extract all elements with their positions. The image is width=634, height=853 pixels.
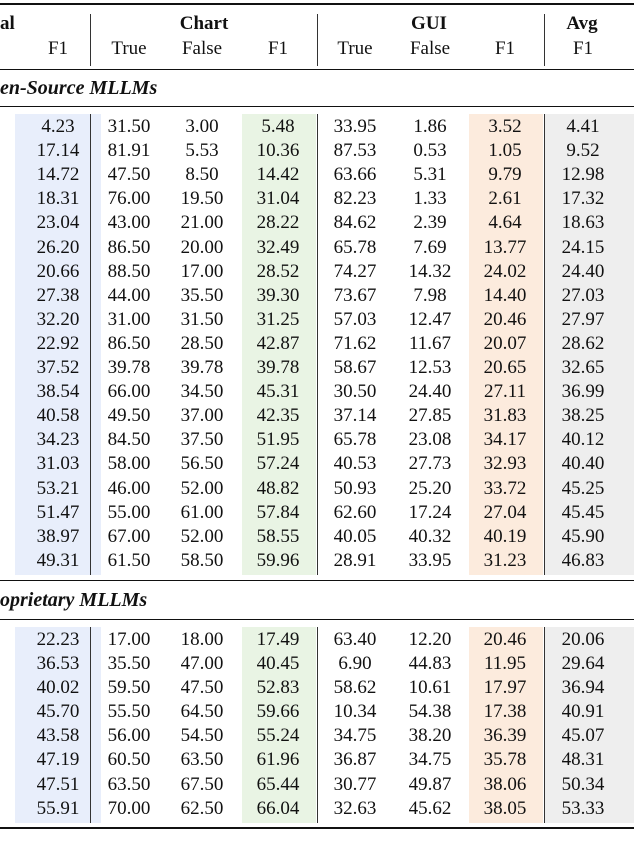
table-cell: 58.55 [256,525,300,547]
table-cell: 28.50 [180,332,224,354]
table-cell: 10.34 [333,701,377,723]
table-cell: 14.42 [256,164,300,186]
table-cell: 57.24 [256,453,300,475]
table-cell: 7.69 [413,236,447,258]
table-cell: 35.50 [180,284,224,306]
table-cell: 63.50 [180,749,224,771]
table-cell: 31.50 [180,308,224,330]
table-cell: 67.50 [180,773,224,795]
table-cell: 34.75 [408,749,452,771]
table-cell: 12.53 [408,357,452,378]
table-cell: 32.63 [333,797,377,819]
table-cell: 17.38 [483,701,527,723]
table-cell: 18.63 [561,212,605,234]
table-cell: 44.00 [107,284,151,306]
table-cell: 61.00 [180,501,224,523]
section-rule-1 [0,619,634,620]
table-cell: 20.46 [483,628,527,650]
table-cell: 40.05 [333,525,377,547]
table-cell: 40.91 [561,701,605,723]
table-cell: 11.67 [408,332,452,354]
table-cell: 84.50 [107,429,151,451]
table-cell: 81.91 [107,140,151,162]
table-cell: 4.23 [41,116,75,137]
table-cell: 84.62 [333,212,377,234]
table-cell: 66.00 [107,381,151,403]
table-cell: 39.78 [107,357,151,378]
table-cell: 2.39 [413,212,447,234]
table-cell: 55.50 [107,701,151,723]
table-cell: 73.67 [333,284,377,306]
table-cell: 30.50 [333,381,377,403]
table-cell: 17.00 [180,260,224,282]
table-cell: 38.25 [561,405,605,427]
table-cell: 52.83 [256,677,300,699]
table-cell: 5.53 [185,140,219,162]
table-cell: 56.00 [107,725,151,747]
table-cell: 23.04 [36,212,80,234]
table-cell: 18.31 [36,188,80,210]
table-cell: 27.73 [408,453,452,475]
table-cell: 10.36 [256,140,300,162]
table-cell: 48.31 [561,749,605,771]
table-cell: 47.00 [180,653,224,674]
table-cell: 39.78 [256,357,300,378]
table-cell: 47.50 [107,164,151,186]
table-cell: 45.70 [36,701,80,723]
table-cell: 49.87 [408,773,452,795]
table-cell: 12.20 [408,628,452,650]
table-cell: 53.21 [36,477,80,499]
table-cell: 12.47 [408,308,452,330]
table-cell: 40.53 [333,453,377,475]
table-cell: 19.50 [180,188,224,210]
table-cell: 12.98 [561,164,605,186]
table-cell: 36.39 [483,725,527,747]
table-cell: 45.45 [561,501,605,523]
table-cell: 3.52 [488,116,522,137]
table-cell: 54.50 [180,725,224,747]
header-column-3: F1 [267,38,289,59]
table-cell: 27.04 [483,501,527,523]
header-column-2: False [181,38,223,59]
table-cell: 40.32 [408,525,452,547]
table-cell: 36.99 [561,381,605,403]
table-cell: 50.93 [333,477,377,499]
table-cell: 17.00 [107,628,151,650]
table-cell: 28.52 [256,260,300,282]
table-cell: 61.96 [256,749,300,771]
table-cell: 27.38 [36,284,80,306]
table-cell: 31.25 [256,308,300,330]
header-column-7: F1 [572,38,594,59]
table-cell: 36.87 [333,749,377,771]
table-cell: 50.34 [561,773,605,795]
table-cell: 27.85 [408,405,452,427]
section-rule-0 [0,106,634,107]
top-rule [0,3,634,5]
table-cell: 33.95 [333,116,377,137]
table-cell: 45.62 [408,797,452,819]
table-cell: 65.78 [333,236,377,258]
table-cell: 5.48 [261,116,295,137]
table-cell: 31.23 [483,549,527,571]
table-cell: 40.12 [561,429,605,451]
table-cell: 32.65 [561,357,605,378]
table-cell: 59.50 [107,677,151,699]
table-cell: 24.02 [483,260,527,282]
table-cell: 39.30 [256,284,300,306]
table-cell: 27.11 [483,381,527,403]
table-cell: 21.00 [180,212,224,234]
table-cell: 40.02 [36,677,80,699]
table-cell: 40.58 [36,405,80,427]
table-cell: 31.04 [256,188,300,210]
table-cell: 61.50 [107,549,151,571]
table-cell: 17.14 [36,140,80,162]
table-cell: 23.08 [408,429,452,451]
table-cell: 51.47 [36,501,80,523]
section-title-proprietary: oprietary MLLMs [0,588,148,611]
table-cell: 43.58 [36,725,80,747]
table-cell: 45.31 [256,381,300,403]
bottom-rule [0,827,634,829]
table-cell: 49.31 [36,549,80,571]
table-cell: 9.52 [566,140,600,162]
table-cell: 1.05 [488,140,522,162]
table-cell: 25.20 [408,477,452,499]
table-cell: 29.64 [561,653,605,674]
table-cell: 88.50 [107,260,151,282]
table-cell: 63.40 [333,628,377,650]
table-cell: 26.20 [36,236,80,258]
table-cell: 70.00 [107,797,151,819]
header-group-chart: Chart [179,13,229,34]
table-cell: 36.94 [561,677,605,699]
table-cell: 28.22 [256,212,300,234]
table-cell: 1.86 [413,116,447,137]
table-cell: 20.07 [483,332,527,354]
table-cell: 10.61 [408,677,452,699]
table-cell: 17.32 [561,188,605,210]
table-cell: 76.00 [107,188,151,210]
table-cell: 37.14 [333,405,377,427]
table-cell: 47.19 [36,749,80,771]
section-title-open-source: en-Source MLLMs [0,77,158,99]
table-cell: 64.50 [180,701,224,723]
table-cell: 47.51 [36,773,80,795]
header-column-5: False [409,38,451,59]
table-cell: 7.98 [413,284,447,306]
table-cell: 36.53 [36,653,80,674]
table-cell: 54.38 [408,701,452,723]
table-cell: 34.50 [180,381,224,403]
table-cell: 5.31 [413,164,447,186]
table-cell: 14.40 [483,284,527,306]
table-cell: 66.04 [256,797,300,819]
table-cell: 58.67 [333,357,377,378]
table-cell: 4.41 [566,116,600,137]
table-cell: 67.00 [107,525,151,547]
table-cell: 86.50 [107,236,151,258]
table-cell: 53.33 [561,797,605,819]
table-cell: 62.60 [333,501,377,523]
table-cell: 65.44 [256,773,300,795]
table-cell: 31.03 [36,453,80,475]
table-cell: 71.62 [333,332,377,354]
table-cell: 38.05 [483,797,527,819]
table-cell: 17.49 [256,628,300,650]
table-cell: 0.53 [413,140,447,162]
table-cell: 14.72 [36,164,80,186]
table-cell: 43.00 [107,212,151,234]
table-cell: 37.00 [180,405,224,427]
table-cell: 58.50 [180,549,224,571]
table-cell: 82.23 [333,188,377,210]
table-cell: 87.53 [333,140,377,162]
table-cell: 57.84 [256,501,300,523]
table-cell: 65.78 [333,429,377,451]
table-cell: 37.52 [36,357,80,378]
table-cell: 51.95 [256,429,300,451]
table-cell: 20.65 [483,357,527,378]
header-group-avg: Avg [566,13,598,34]
header-group-gui: GUI [411,13,447,34]
table-cell: 55.91 [36,797,80,819]
table-cell: 3.00 [185,116,219,137]
table-cell: 22.23 [36,628,80,650]
table-cell: 31.00 [107,308,151,330]
table-cell: 34.75 [333,725,377,747]
table-cell: 49.50 [107,405,151,427]
table-cell: 34.17 [483,429,527,451]
section-divider-1 [0,580,634,581]
table-cell: 46.00 [107,477,151,499]
header-group-general: al [0,13,15,34]
table-cell: 38.54 [36,381,80,403]
table-cell: 40.40 [561,453,605,475]
table-cell: 59.66 [256,701,300,723]
table-cell: 52.00 [180,477,224,499]
table-cell: 11.95 [483,653,527,674]
table-cell: 24.40 [561,260,605,282]
table-cell: 17.97 [483,677,527,699]
table-cell: 52.00 [180,525,224,547]
table-cell: 42.35 [256,405,300,427]
table-cell: 47.50 [180,677,224,699]
table-cell: 32.49 [256,236,300,258]
table-cell: 4.64 [488,212,522,234]
table-cell: 35.50 [107,653,151,674]
table-cell: 58.00 [107,453,151,475]
table-cell: 40.19 [483,525,527,547]
table-cell: 59.96 [256,549,300,571]
table-cell: 33.95 [408,549,452,571]
table-cell: 33.72 [483,477,527,499]
table-cell: 9.79 [488,164,522,186]
table-cell: 32.20 [36,308,80,330]
header-column-1: True [111,38,147,59]
table-cell: 38.97 [36,525,80,547]
table-cell: 35.78 [483,749,527,771]
table-cell: 45.07 [561,725,605,747]
table-cell: 20.66 [36,260,80,282]
table-cell: 20.00 [180,236,224,258]
table-cell: 27.03 [561,284,605,306]
table-cell: 63.66 [333,164,377,186]
table-cell: 24.15 [561,236,605,258]
table-cell: 22.92 [36,332,80,354]
table-cell: 31.50 [107,116,151,137]
table-cell: 45.90 [561,525,605,547]
table-cell: 27.97 [561,308,605,330]
table-cell: 55.24 [256,725,300,747]
table-cell: 45.25 [561,477,605,499]
table-cell: 28.91 [333,549,377,571]
table-cell: 38.06 [483,773,527,795]
table-cell: 57.03 [333,308,377,330]
table-cell: 20.46 [483,308,527,330]
table-cell: 44.83 [408,653,452,674]
table-cell: 38.20 [408,725,452,747]
table-cell: 31.83 [483,405,527,427]
table-cell: 42.87 [256,332,300,354]
table-cell: 55.00 [107,501,151,523]
table-cell: 14.32 [408,260,452,282]
table-cell: 37.50 [180,429,224,451]
table-cell: 34.23 [36,429,80,451]
table-cell: 56.50 [180,453,224,475]
table-cell: 17.24 [408,501,452,523]
table-cell: 32.93 [483,453,527,475]
table-cell: 63.50 [107,773,151,795]
table-cell: 46.83 [561,549,605,571]
table-cell: 24.40 [408,381,452,403]
table-cell: 18.00 [180,628,224,650]
table-cell: 74.27 [333,260,377,282]
table-cell: 39.78 [180,357,224,378]
table-cell: 60.50 [107,749,151,771]
table-cell: 2.61 [488,188,522,210]
table-cell: 8.50 [185,164,219,186]
header-column-0: F1 [47,38,69,59]
table-cell: 62.50 [180,797,224,819]
table-cell: 48.82 [256,477,300,499]
header-rule [0,69,634,70]
table-cell: 20.06 [561,628,605,650]
table-cell: 13.77 [483,236,527,258]
table-cell: 58.62 [333,677,377,699]
table-cell: 40.45 [256,653,300,674]
header-column-4: True [337,38,373,59]
table-cell: 28.62 [561,332,605,354]
table-cell: 86.50 [107,332,151,354]
table-cell: 1.33 [413,188,447,210]
table-cell: 30.77 [333,773,377,795]
table-cell: 6.90 [338,653,372,674]
header-column-6: F1 [494,38,516,59]
